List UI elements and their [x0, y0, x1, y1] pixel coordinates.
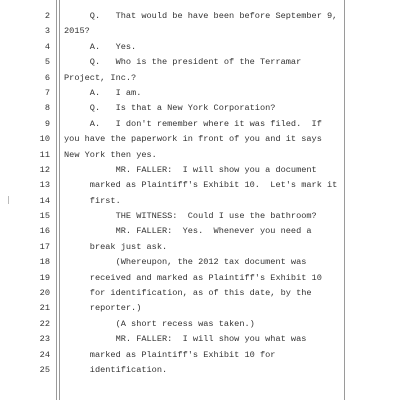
line-text: A. Yes.: [64, 41, 137, 52]
line-text: marked as Plaintiff's Exhibit 10. Let's mark it: [64, 180, 338, 191]
transcript-line: [0, 9, 400, 24]
transcript-line: [0, 240, 400, 255]
transcript-line: [0, 117, 400, 132]
line-text: THE WITNESS: Could I use the bathroom?: [64, 211, 317, 222]
line-text: marked as Plaintiff's Exhibit 10 for: [64, 349, 276, 360]
transcript-line: [0, 348, 400, 363]
line-text: reporter.): [64, 303, 142, 314]
transcript-line: [0, 148, 400, 163]
line-number: 12: [39, 164, 50, 175]
line-number: 25: [39, 364, 50, 375]
line-number: 18: [39, 257, 50, 268]
line-number: 15: [39, 211, 50, 222]
transcript-line: [0, 178, 400, 193]
line-text: first.: [64, 195, 121, 206]
line-number: 8: [44, 103, 50, 114]
transcript-line: [0, 194, 400, 209]
line-text: (Whereupon, the 2012 tax document was: [64, 257, 307, 268]
transcript-line: [0, 163, 400, 178]
line-text: A. I don't remember where it was filed. If: [64, 118, 322, 129]
line-text: received and marked as Plaintiff's Exhibit 10: [64, 272, 322, 283]
transcript-line: [0, 224, 400, 239]
line-text: MR. FALLER: Yes. Whenever you need a: [64, 226, 312, 237]
line-number: 2: [44, 11, 50, 21]
line-text: identification.: [64, 364, 168, 375]
line-number: 22: [39, 318, 50, 329]
line-text: Project, Inc.?: [64, 72, 137, 83]
line-text: A. I am.: [64, 87, 142, 98]
line-text: (A short recess was taken.): [64, 318, 255, 329]
line-text: Q. That would be have been before September 9,: [64, 11, 338, 21]
line-number: 9: [44, 118, 50, 129]
line-text: MR. FALLER: I will show you what was: [64, 334, 307, 345]
transcript-line: [0, 71, 400, 86]
transcript-line: [0, 55, 400, 70]
line-number: 10: [39, 134, 50, 145]
line-text: Q. Who is the president of the Terramar: [64, 57, 302, 68]
transcript-line: [0, 24, 400, 39]
transcript-line: [0, 40, 400, 55]
line-number: 5: [44, 57, 50, 68]
line-text: New York then yes.: [64, 149, 157, 160]
line-number: 21: [39, 303, 50, 314]
transcript-line: [0, 271, 400, 286]
line-number: 23: [39, 334, 50, 345]
line-number: 17: [39, 241, 50, 252]
transcript-lines: [0, 9, 400, 378]
transcript-line: [0, 209, 400, 224]
line-text: break just ask.: [64, 241, 168, 252]
transcript-line: [0, 255, 400, 270]
line-number: 24: [39, 349, 50, 360]
line-text: 2015?: [64, 26, 90, 37]
line-text: for identification, as of this date, by the: [64, 288, 312, 299]
line-number: 14: [39, 195, 50, 206]
line-number: 3: [44, 26, 50, 37]
transcript-line: [0, 286, 400, 301]
transcript-line: [0, 317, 400, 332]
line-number: 20: [39, 288, 50, 299]
line-number: 16: [39, 226, 50, 237]
line-number: 4: [44, 41, 50, 52]
line-number: 11: [39, 149, 50, 160]
line-text: Q. Is that a New York Corporation?: [64, 103, 276, 114]
transcript-line: [0, 301, 400, 316]
transcript-line: [0, 332, 400, 347]
line-text: you have the paperwork in front of you and it says: [64, 134, 322, 145]
line-number: 6: [44, 72, 50, 83]
line-text: MR. FALLER: I will show you a document: [64, 164, 317, 175]
transcript-line: [0, 363, 400, 378]
transcript-line: [0, 86, 400, 101]
transcript-line: [0, 101, 400, 116]
line-number: 19: [39, 272, 50, 283]
line-number: 13: [39, 180, 50, 191]
transcript-line: [0, 132, 400, 147]
line-number: 7: [44, 87, 50, 98]
